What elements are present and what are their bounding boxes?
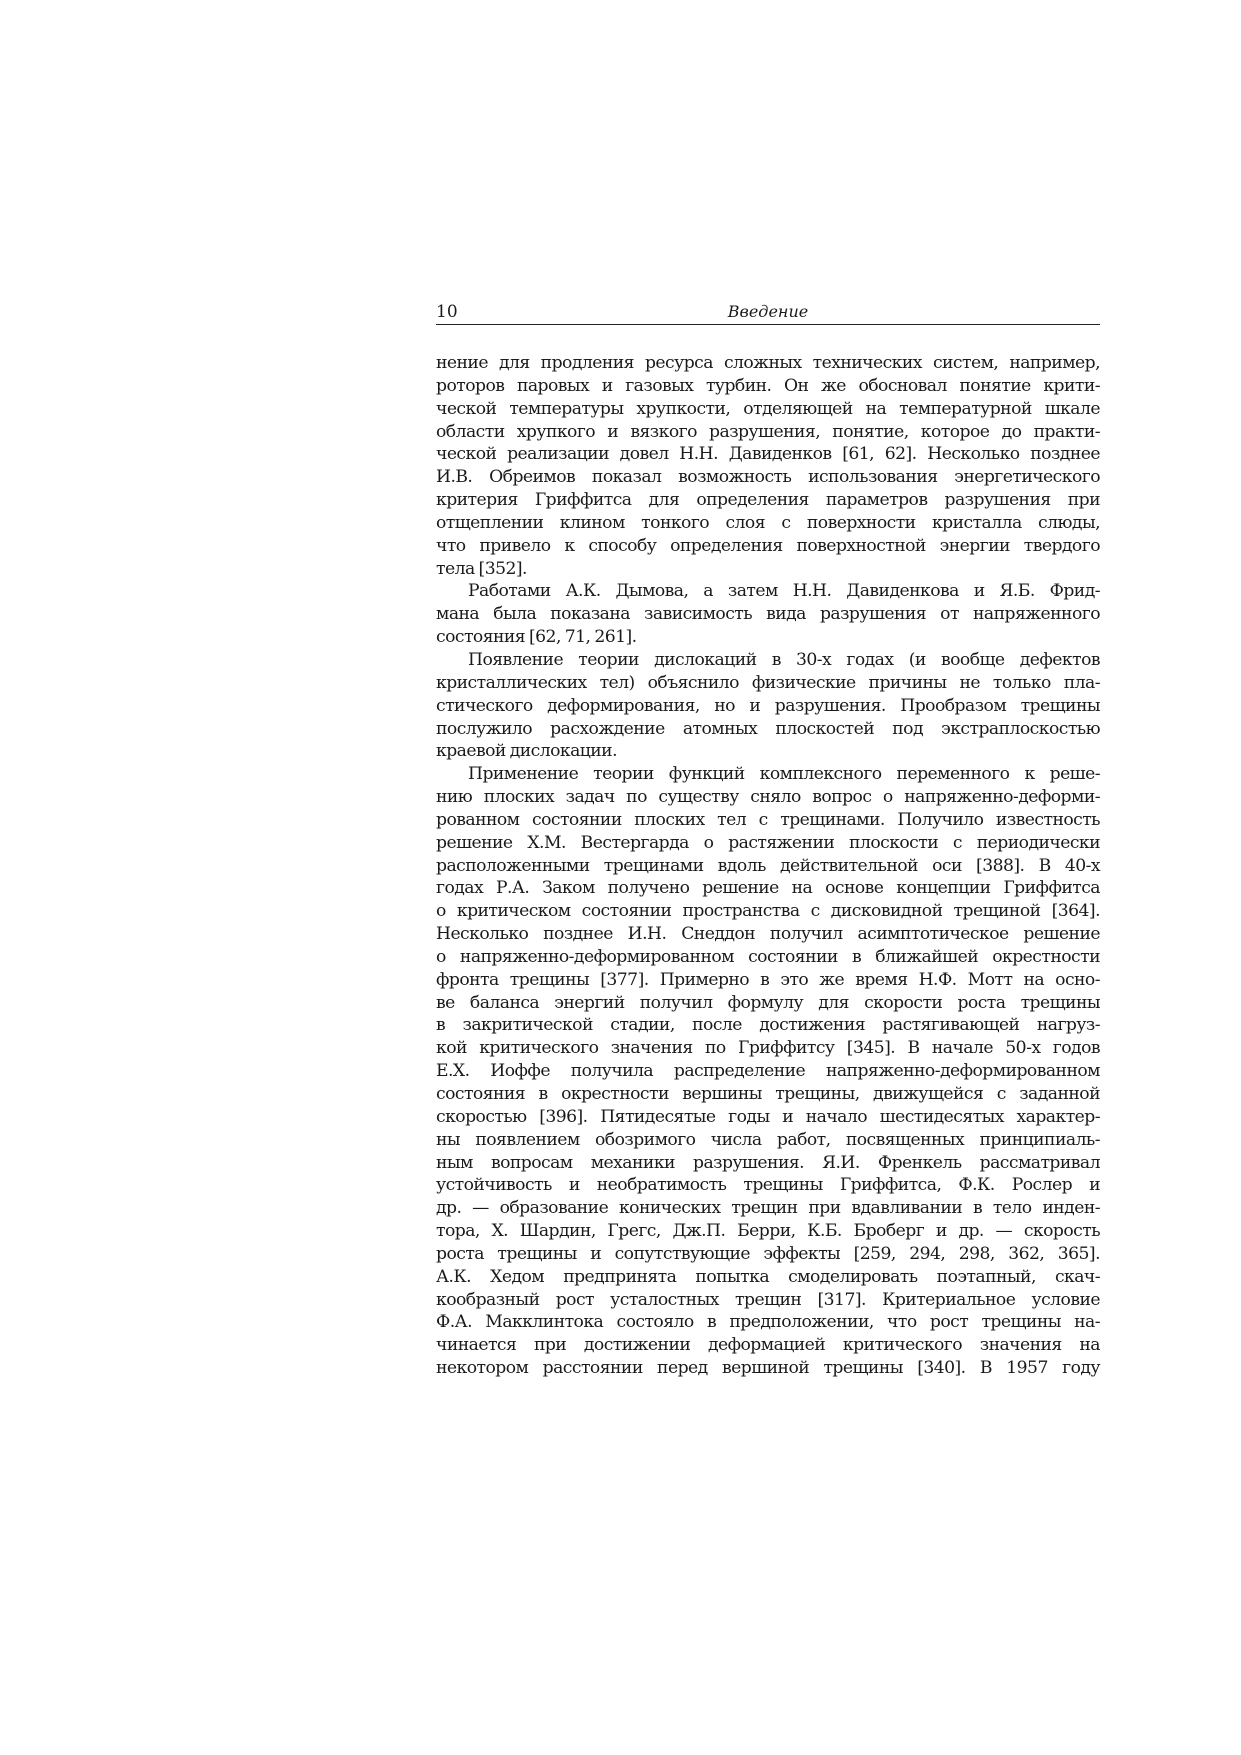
text-line: Е.Х. Иоффе получила распределение напряженно-деформированном — [436, 1061, 1100, 1082]
text-line: Появление теории дислокаций в 30-х годах (и вообще дефектов — [468, 649, 1100, 670]
text-line: послужило расхождение атомных плоскостей под экстраплоскостью — [436, 718, 1100, 739]
running-title: Введение — [727, 302, 809, 321]
text-line: некотором расстоянии перед вершиной трещины [340]. В 1957 году — [436, 1358, 1100, 1379]
text-line: ным вопросам механики разрушения. Я.И. Френкель рассматривал — [436, 1152, 1100, 1173]
running-header — [436, 300, 1100, 325]
text-line: мана была показана зависимость вида разрушения от напряженного — [436, 604, 1100, 625]
text-line: о напряженно-деформированном состоянии в ближайшей окрестности — [436, 946, 1100, 967]
text-line: тела [352]. — [436, 558, 527, 579]
text-line: стического деформирования, но и разрушения. Прообразом трещины — [436, 695, 1100, 716]
text-line: критерия Гриффитса для определения параметров разрушения при — [436, 490, 1100, 511]
text-line: ческой температуры хрупкости, отделяющей на температурной шкале — [436, 398, 1100, 419]
text-line: тора, Х. Шардин, Грегс, Дж.П. Берри, К.Б. Броберг и др. — скорость — [436, 1221, 1100, 1242]
text-line: кристаллических тел) объяснило физические причины не только пла- — [436, 672, 1100, 693]
text-line: Ф.А. Макклинтока состояло в предположении, что рост трещины на- — [436, 1312, 1100, 1333]
text-line: А.К. Хедом предпринята попытка смоделировать поэтапный, скач- — [436, 1266, 1100, 1287]
text-line: состояния в окрестности вершины трещины, движущейся с заданной — [436, 1084, 1100, 1104]
text-line: краевой дислокации. — [436, 741, 618, 762]
text-line: отщеплении клином тонкого слоя с поверхности кристалла слюды, — [436, 512, 1100, 533]
text-line: решение Х.М. Вестергарда о растяжении плоскости с периодически — [436, 832, 1100, 853]
paragraph — [436, 580, 1100, 649]
text-line: расположенными трещинами вдоль действительной оси [388]. В 40-х — [436, 855, 1100, 876]
paragraph — [436, 649, 1100, 763]
text-line: ны появлением обозримого числа работ, посвященных принципиаль- — [436, 1129, 1100, 1150]
text-line: устойчивость и необратимость трещины Гриффитса, Ф.К. Рослер и — [436, 1175, 1100, 1196]
text-line: ве баланса энергий получил формулу для скорости роста трещины — [436, 992, 1100, 1013]
text-line: кообразный рост усталостных трещин [317]. Критериальное условие — [436, 1289, 1100, 1310]
text-line: о критическом состоянии пространства с дисковидной трещиной [364]. — [436, 901, 1100, 922]
text-line: нение для продления ресурса сложных технических систем, например, — [436, 353, 1100, 373]
text-line: что привело к способу определения поверхностной энергии твердого — [436, 535, 1100, 556]
text-line: ческой реализации довел Н.Н. Давиденков [61, 62]. Несколько позднее — [436, 444, 1100, 465]
text-line: роторов паровых и газовых турбин. Он же обосновал понятие крити- — [436, 375, 1100, 396]
page-number: 10 — [436, 302, 458, 322]
text-line: области хрупкого и вязкого разрушения, понятие, которое до практи- — [436, 421, 1100, 442]
text-line: чинается при достижении деформацией критического значения на — [436, 1335, 1100, 1356]
body-text — [436, 352, 1100, 1380]
text-line: скоростью [396]. Пятидесятые годы и начало шестидесятых характер- — [436, 1106, 1100, 1127]
text-line: И.В. Обреимов показал возможность использования энергетического — [436, 467, 1100, 488]
text-line: фронта трещины [377]. Примерно в это же время Н.Ф. Мотт на осно- — [436, 969, 1100, 990]
text-line: состояния [62, 71, 261]. — [436, 627, 637, 648]
text-line: др. — образование конических трещин при вдавливании в тело инден- — [436, 1198, 1100, 1219]
text-line: рованном состоянии плоских тел с трещинами. Получило известность — [436, 809, 1100, 830]
text-line: в закритической стадии, после достижения растягивающей нагруз- — [436, 1015, 1100, 1036]
paragraph — [436, 352, 1100, 580]
text-line: Несколько позднее И.Н. Снеддон получил асимптотическое решение — [436, 924, 1100, 945]
text-line: роста трещины и сопутствующие эффекты [259, 294, 298, 362, 365]. — [436, 1243, 1100, 1264]
text-line: Применение теории функций комплексного переменного к реше- — [468, 764, 1100, 785]
text-line: Работами А.К. Дымова, а затем Н.Н. Давиденкова и Я.Б. Фрид- — [468, 581, 1100, 602]
text-line: нию плоских задач по существу сняло вопрос о напряженно-деформи- — [436, 787, 1100, 808]
paragraph — [436, 763, 1100, 1380]
text-line: годах Р.А. Заком получено решение на основе концепции Гриффитса — [436, 878, 1100, 899]
text-line: кой критического значения по Гриффитсу [345]. В начале 50-х годов — [436, 1038, 1100, 1059]
